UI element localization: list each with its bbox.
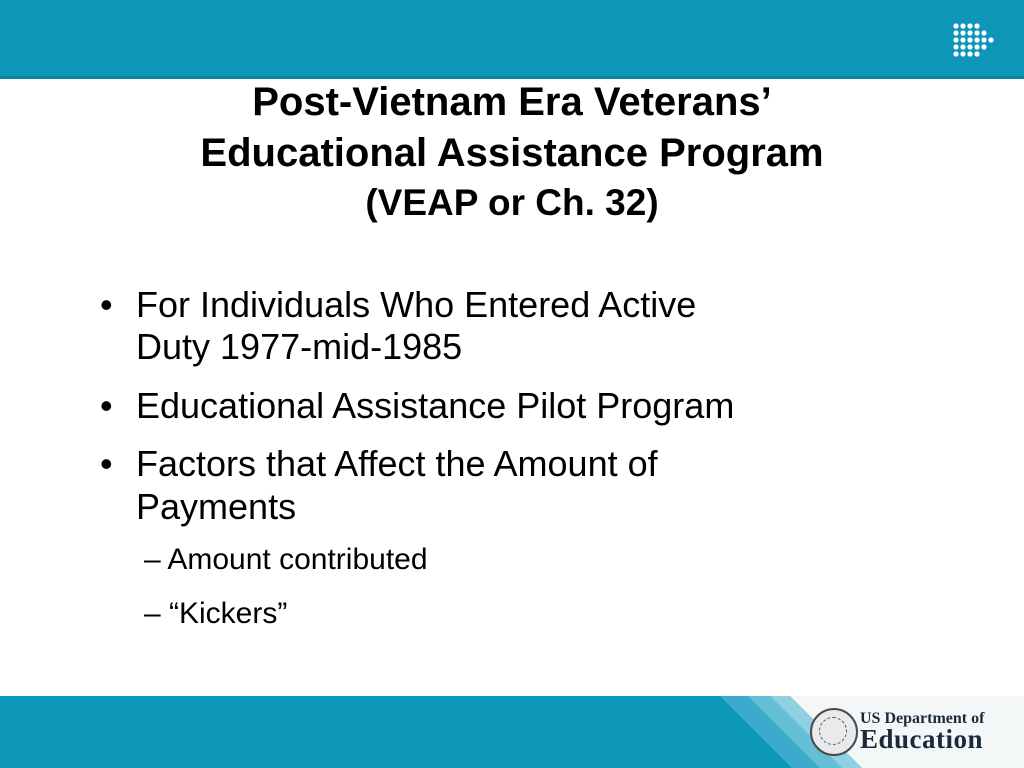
bullet-dot: •	[100, 443, 113, 485]
bullet-text-cont: Payments	[136, 485, 297, 527]
title-line-2: Educational Assistance Program	[200, 131, 824, 175]
logo-line-1: US Department of	[860, 710, 985, 727]
bullet-item	[100, 443, 930, 632]
bullet-item	[100, 284, 930, 369]
bullet-text-cont: Duty 1977-mid-1985	[136, 326, 463, 368]
bullet-dot: •	[100, 384, 113, 426]
bullet-list	[100, 284, 930, 650]
department-logo	[810, 706, 1010, 756]
sub-bullet-list	[136, 542, 930, 632]
bullet-text: Factors that Affect the Amount of	[136, 443, 658, 485]
dot-grid-arrow-icon	[952, 22, 1000, 62]
title-line-3: (VEAP or Ch. 32)	[365, 182, 659, 223]
bullet-text: Educational Assistance Pilot Program	[136, 384, 735, 426]
bullet-dot: •	[100, 284, 113, 325]
bullet-item	[100, 385, 930, 427]
department-seal-icon	[810, 708, 858, 756]
logo-line-2: Education	[860, 724, 984, 754]
top-band	[0, 0, 1024, 79]
sub-bullet-item: – Amount contributed	[144, 543, 428, 577]
bullet-text: For Individuals Who Entered Active	[136, 284, 697, 325]
slide-title	[60, 82, 964, 221]
sub-bullet-item: – “Kickers”	[144, 597, 288, 631]
title-line-1: Post-Vietnam Era Veterans’	[252, 80, 772, 124]
